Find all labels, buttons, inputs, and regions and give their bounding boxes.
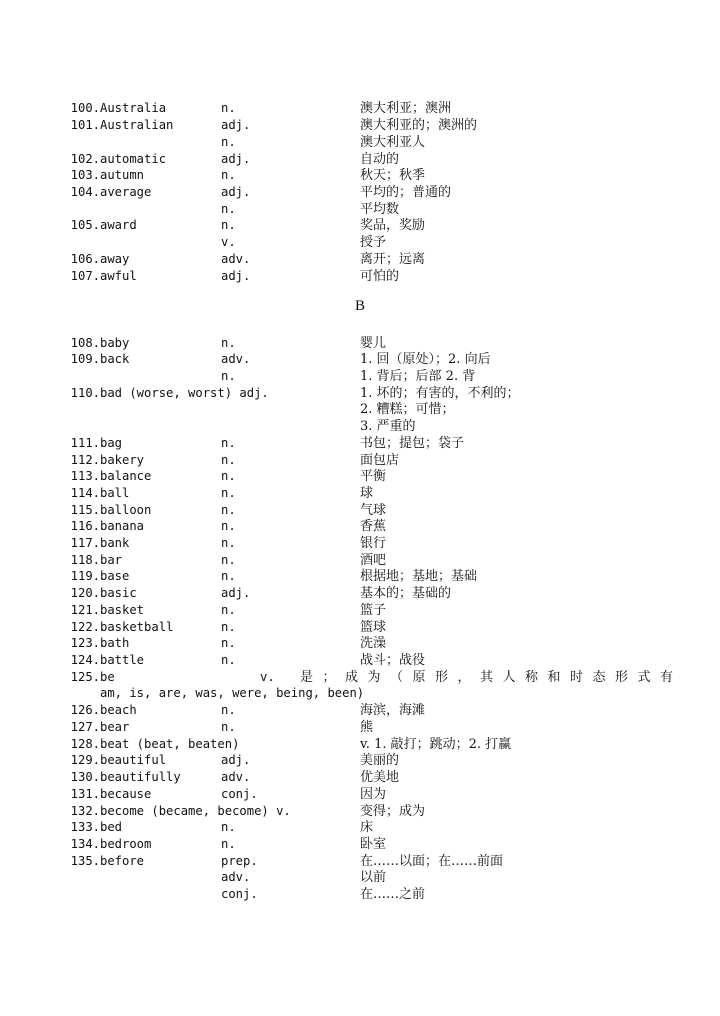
entry-definition: 澳大利亚人 [360, 135, 426, 150]
entry-definition: 洗澡 [360, 636, 387, 651]
entry-pos: adj. [221, 586, 251, 600]
entry-number: 131. [70, 787, 100, 801]
entry-number: 128. [70, 737, 100, 751]
entry-definition: 优美地 [360, 770, 400, 785]
entry-word: bad (worse, worst) adj. [100, 386, 269, 400]
entry-word: back [100, 352, 130, 366]
entry-word-forms: am, is, are, was, were, being, been) [100, 686, 365, 700]
entry-row [0, 869, 720, 886]
entry-row [0, 602, 720, 619]
entry-definition: 3. 严重的 [360, 419, 416, 434]
entry-number: 113. [70, 469, 100, 483]
entry-row [0, 702, 720, 719]
entry-definition: v. 1. 敲打；跳动；2. 打赢 [360, 737, 512, 752]
entry-definition: 气球 [360, 503, 387, 518]
entry-pos: conj. [221, 787, 258, 801]
entry-definition: 书包；提包；袋子 [360, 436, 465, 451]
entry-definition: 卧室 [360, 837, 387, 852]
entry-word: baby [100, 336, 130, 350]
entry-row [0, 184, 720, 201]
entry-row [0, 351, 720, 368]
entry-pos: n. [221, 820, 236, 834]
entry-pos: n. [221, 486, 236, 500]
entry-word: basic [100, 586, 137, 600]
entry-pos: n. [221, 369, 236, 383]
entry-word: basket [100, 603, 145, 617]
entry-row [0, 234, 720, 251]
entry-word: balloon [100, 503, 152, 517]
entry-pos: adv. [221, 870, 251, 884]
entry-word: because [100, 787, 152, 801]
entry-word: average [100, 185, 152, 199]
entry-word: before [100, 854, 145, 868]
entry-pos: n. [221, 135, 236, 149]
entry-definition: 海滨，海滩 [360, 703, 426, 718]
entry-row [0, 217, 720, 234]
entry-row [0, 736, 720, 753]
entry-pos: n. [221, 453, 236, 467]
entry-definition: 床 [360, 820, 374, 835]
entry-row [0, 769, 720, 786]
entry-row [0, 100, 720, 117]
entry-number: 108. [70, 336, 100, 350]
entry-number: 125. [70, 670, 100, 684]
entry-word: Australian [100, 118, 174, 132]
entry-pos: adv. [221, 252, 251, 266]
entry-word: bar [100, 553, 123, 567]
entry-pos: prep. [221, 854, 258, 868]
entry-definition: 变得；成为 [360, 804, 426, 819]
entry-row [0, 836, 720, 853]
entry-word: beat (beat, beaten) [100, 737, 240, 751]
entry-definition: 1. 背后；后部 2. 背 [360, 369, 476, 384]
entry-word: bath [100, 636, 130, 650]
entry-definition: 香蕉 [360, 519, 387, 534]
entry-definition: 平均数 [360, 202, 400, 217]
entry-word: be [100, 670, 115, 684]
entry-row [0, 585, 720, 602]
entry-number: 110. [70, 386, 100, 400]
entry-row [0, 452, 720, 469]
entry-definition: 1. 坏的；有害的，不利的； [360, 386, 520, 401]
entry-pos: n. [221, 218, 236, 232]
entry-row [0, 803, 720, 820]
entry-pos: conj. [221, 887, 258, 901]
entry-definition: 澳大利亚的；澳洲的 [360, 118, 478, 133]
entry-row [0, 385, 720, 402]
entry-definition: 2. 糟糕；可惜； [360, 402, 455, 417]
entry-number: 101. [70, 118, 100, 132]
entry-pos: n. [221, 653, 236, 667]
entry-row [0, 368, 720, 385]
entry-row [0, 201, 720, 218]
entry-pos: n. [221, 519, 236, 533]
entry-row [0, 418, 720, 435]
entry-definition: 澳大利亚；澳洲 [360, 101, 452, 116]
entry-number: 100. [70, 101, 100, 115]
entry-pos: v. [260, 670, 275, 684]
entry-definition: 熊 [360, 720, 374, 735]
entry-word: away [100, 252, 130, 266]
entry-row [0, 117, 720, 134]
entry-definition: 平衡 [360, 469, 387, 484]
entry-row [0, 251, 720, 268]
entry-number: 116. [70, 519, 100, 533]
entry-definition: 面包店 [360, 453, 400, 468]
entry-number: 115. [70, 503, 100, 517]
entry-pos: n. [221, 569, 236, 583]
entry-number: 133. [70, 820, 100, 834]
entry-number: 111. [70, 436, 100, 450]
entry-number: 124. [70, 653, 100, 667]
entry-pos: n. [221, 620, 236, 634]
entry-pos: adj. [221, 269, 251, 283]
entry-definition: 基本的；基础的 [360, 586, 452, 601]
entry-row [0, 819, 720, 836]
entry-number: 109. [70, 352, 100, 366]
entry-row [0, 752, 720, 769]
entry-pos: n. [221, 436, 236, 450]
entry-definition: 离开；远离 [360, 252, 426, 267]
entry-row [0, 485, 720, 502]
entry-row [0, 518, 720, 535]
entry-word: awful [100, 269, 137, 283]
entry-row [0, 719, 720, 736]
entry-row [0, 401, 720, 418]
entry-pos: n. [221, 101, 236, 115]
entry-word: beautifully [100, 770, 181, 784]
entry-row [0, 335, 720, 352]
entry-number: 134. [70, 837, 100, 851]
entry-word: autumn [100, 168, 145, 182]
entry-word: ball [100, 486, 130, 500]
entry-definition: 球 [360, 486, 374, 501]
entry-number: 119. [70, 569, 100, 583]
entry-definition: 因为 [360, 787, 387, 802]
entry-definition: 根据地；基地；基础 [360, 569, 478, 584]
entry-row [0, 552, 720, 569]
entry-row [0, 502, 720, 519]
entry-row-be [0, 669, 720, 686]
entry-pos: adj. [221, 753, 251, 767]
entry-number: 118. [70, 553, 100, 567]
entry-word: bank [100, 536, 130, 550]
entry-row [0, 635, 720, 652]
entry-definition: 奖品，奖励 [360, 218, 426, 233]
entry-number: 121. [70, 603, 100, 617]
entry-number: 135. [70, 854, 100, 868]
entry-word: beach [100, 703, 137, 717]
entry-word: bear [100, 720, 130, 734]
entry-number: 103. [70, 168, 100, 182]
entry-row [0, 151, 720, 168]
entry-definition: 在……之前 [360, 887, 426, 902]
entry-definition: 篮子 [360, 603, 387, 618]
entry-pos: adj. [221, 152, 251, 166]
entry-pos: adv. [221, 352, 251, 366]
entry-pos: adj. [221, 185, 251, 199]
entry-definition: 可怕的 [360, 269, 400, 284]
entry-number: 105. [70, 218, 100, 232]
entry-word: bed [100, 820, 123, 834]
entry-word: beautiful [100, 753, 167, 767]
entry-pos: n. [221, 720, 236, 734]
section-heading: B [354, 298, 365, 314]
entry-definition: 美丽的 [360, 753, 400, 768]
entry-definition: 战斗；战役 [360, 653, 426, 668]
entry-definition: 1. 回（原处）；2. 向后 [360, 352, 491, 367]
entry-number: 107. [70, 269, 100, 283]
entry-definition: 银行 [360, 536, 387, 551]
entry-pos: adv. [221, 770, 251, 784]
entry-definition: 婴儿 [360, 336, 387, 351]
entry-number: 117. [70, 536, 100, 550]
entry-word: banana [100, 519, 145, 533]
entry-definition: 授予 [360, 235, 387, 250]
entry-row-be-continued [0, 685, 720, 702]
entry-row [0, 853, 720, 870]
entry-definition: 秋天；秋季 [360, 168, 426, 183]
entry-pos: n. [221, 503, 236, 517]
entry-pos: n. [221, 469, 236, 483]
entry-pos: n. [221, 703, 236, 717]
entry-number: 127. [70, 720, 100, 734]
entry-number: 122. [70, 620, 100, 634]
entry-word: award [100, 218, 137, 232]
entry-number: 123. [70, 636, 100, 650]
entry-word: automatic [100, 152, 167, 166]
entry-word: become (became, become) v. [100, 804, 291, 818]
entry-word: balance [100, 469, 152, 483]
entry-row [0, 619, 720, 636]
entry-word: basketball [100, 620, 174, 634]
entry-row [0, 167, 720, 184]
entry-number: 126. [70, 703, 100, 717]
entry-word: battle [100, 653, 145, 667]
entry-pos: n. [221, 168, 236, 182]
entry-number: 130. [70, 770, 100, 784]
entry-definition: 在……以面；在……前面 [360, 854, 504, 869]
entry-pos: n. [221, 636, 236, 650]
entry-row [0, 786, 720, 803]
entry-definition: 是；成为（原形，其人称和时态形式有 [300, 670, 683, 685]
entry-definition: 篮球 [360, 620, 387, 635]
entry-definition: 自动的 [360, 152, 400, 167]
entry-number: 129. [70, 753, 100, 767]
entry-number: 104. [70, 185, 100, 199]
entry-row [0, 435, 720, 452]
entry-number: 114. [70, 486, 100, 500]
entry-pos: n. [221, 336, 236, 350]
entry-row [0, 134, 720, 151]
entry-row [0, 268, 720, 285]
entry-row [0, 468, 720, 485]
entry-word: bedroom [100, 837, 152, 851]
entry-pos: n. [221, 603, 236, 617]
entry-word: bag [100, 436, 123, 450]
entry-pos: v. [221, 235, 236, 249]
entry-pos: n. [221, 553, 236, 567]
entry-row [0, 568, 720, 585]
entry-row [0, 535, 720, 552]
entry-number: 112. [70, 453, 100, 467]
entry-row [0, 886, 720, 903]
entry-pos: n. [221, 837, 236, 851]
entry-word: bakery [100, 453, 145, 467]
entry-definition: 平均的；普通的 [360, 185, 452, 200]
entry-definition: 以前 [360, 870, 387, 885]
entry-pos: n. [221, 202, 236, 216]
entry-number: 120. [70, 586, 100, 600]
entry-number: 132. [70, 804, 100, 818]
entry-word: Australia [100, 101, 167, 115]
entry-word: base [100, 569, 130, 583]
entry-number: 102. [70, 152, 100, 166]
entry-row [0, 652, 720, 669]
entry-pos: n. [221, 536, 236, 550]
entry-number: 106. [70, 252, 100, 266]
entry-definition: 酒吧 [360, 553, 387, 568]
entry-pos: adj. [221, 118, 251, 132]
